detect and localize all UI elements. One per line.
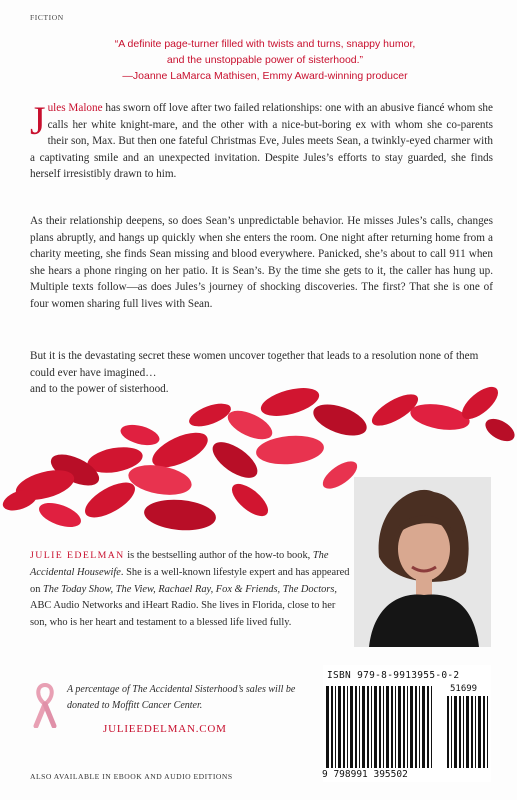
drop-cap: J [30,98,46,143]
bio-text-1: is the bestselling author of the how-to book, [124,550,313,561]
author-bio [30,548,350,632]
isbn-label: ISBN 979-8-9913955-0-2 [327,670,460,681]
addon-barcode [447,696,489,768]
previous-book-title: The Accidental Housewife [30,550,329,578]
ean-digits: 9 798991 395502 [322,769,408,780]
quote-attribution: —Joanne LaMarca Mathisen, Emmy Award-winning producer [122,70,408,82]
ean-barcode [326,686,432,768]
paragraph-3-line-2: and to the power of sisterhood. [30,383,169,396]
pink-ribbon-icon [33,682,57,728]
description-paragraph-2: As their relationship deepens, so does Sean’s unpredictable behavior. He misses Jules’s calls, changes plans abruptly, and hangs up quickly when she enters the room. One night after returning home from a charity meeting, she finds Sean missing and blood everywhere. Panicked, she’s about to call 911 when she hears a phone ringing on her patio. It is Sean’s. By the time she gets to it, the caller has hung up. Multiple texts follow—as does Jules’s journey of shocking discoveries. The first? That she is one of four women sharing full lives with Sean. [30,215,493,310]
bio-text-2: . She is a well-known lifestyle expert and has appeared on [30,566,350,595]
price-addon-code: 51699 [450,684,478,694]
description-paragraph-1 [30,100,493,183]
endorsement-quote [40,36,490,84]
quote-line-2: and the unstoppable power of sisterhood.” [166,54,364,66]
donation-note [67,682,317,713]
paragraph-3-line-1: But it is the devastating secret these women uncover together that leads to a resolution none of them could ever have imagined… [30,350,479,379]
book-title: The Accidental Sisterhood [132,684,238,695]
paragraph-1-text: has sworn off love after two failed relationships: one with an abusive fiancé whom she calls her white knight-mare, and the other with a nice-but-boring ex with whom she co-parents their son, Max. But then one fateful Christmas Eve, Jules meets Sean, a twinkly-eyed charmer with a captivating smile and an unexpected invitation. Despite Jules’s efforts to stay guarded, she finds herself irresistibly drawn to him. [30,102,493,181]
also-available-note: ALSO AVAILABLE IN EBOOK AND AUDIO EDITIONS [30,772,233,781]
author-photo [354,477,491,647]
lead-character-name: ules Malone [47,102,103,114]
tv-shows: The Today Show, The View, Rachael Ray, Fox & Friends, The Doctors, [43,583,337,595]
genre-label: FICTION [30,13,64,22]
author-name: JULIE EDELMAN [30,550,125,561]
donation-text-a: A percentage of [67,684,133,695]
author-website-link[interactable]: JULIEEDELMAN.COM [103,723,227,735]
donation-text-b: ’s sales will be donated to Moffitt Cancer Center. [67,684,296,711]
bio-text-3: ABC Audio Networks and iHeart Radio. She lives in Florida, close to her son, who is her heart and testament to a blessed life lived fully. [30,600,336,629]
quote-line-1: “A definite page-turner filled with twists and turns, snappy humor, [114,38,416,50]
